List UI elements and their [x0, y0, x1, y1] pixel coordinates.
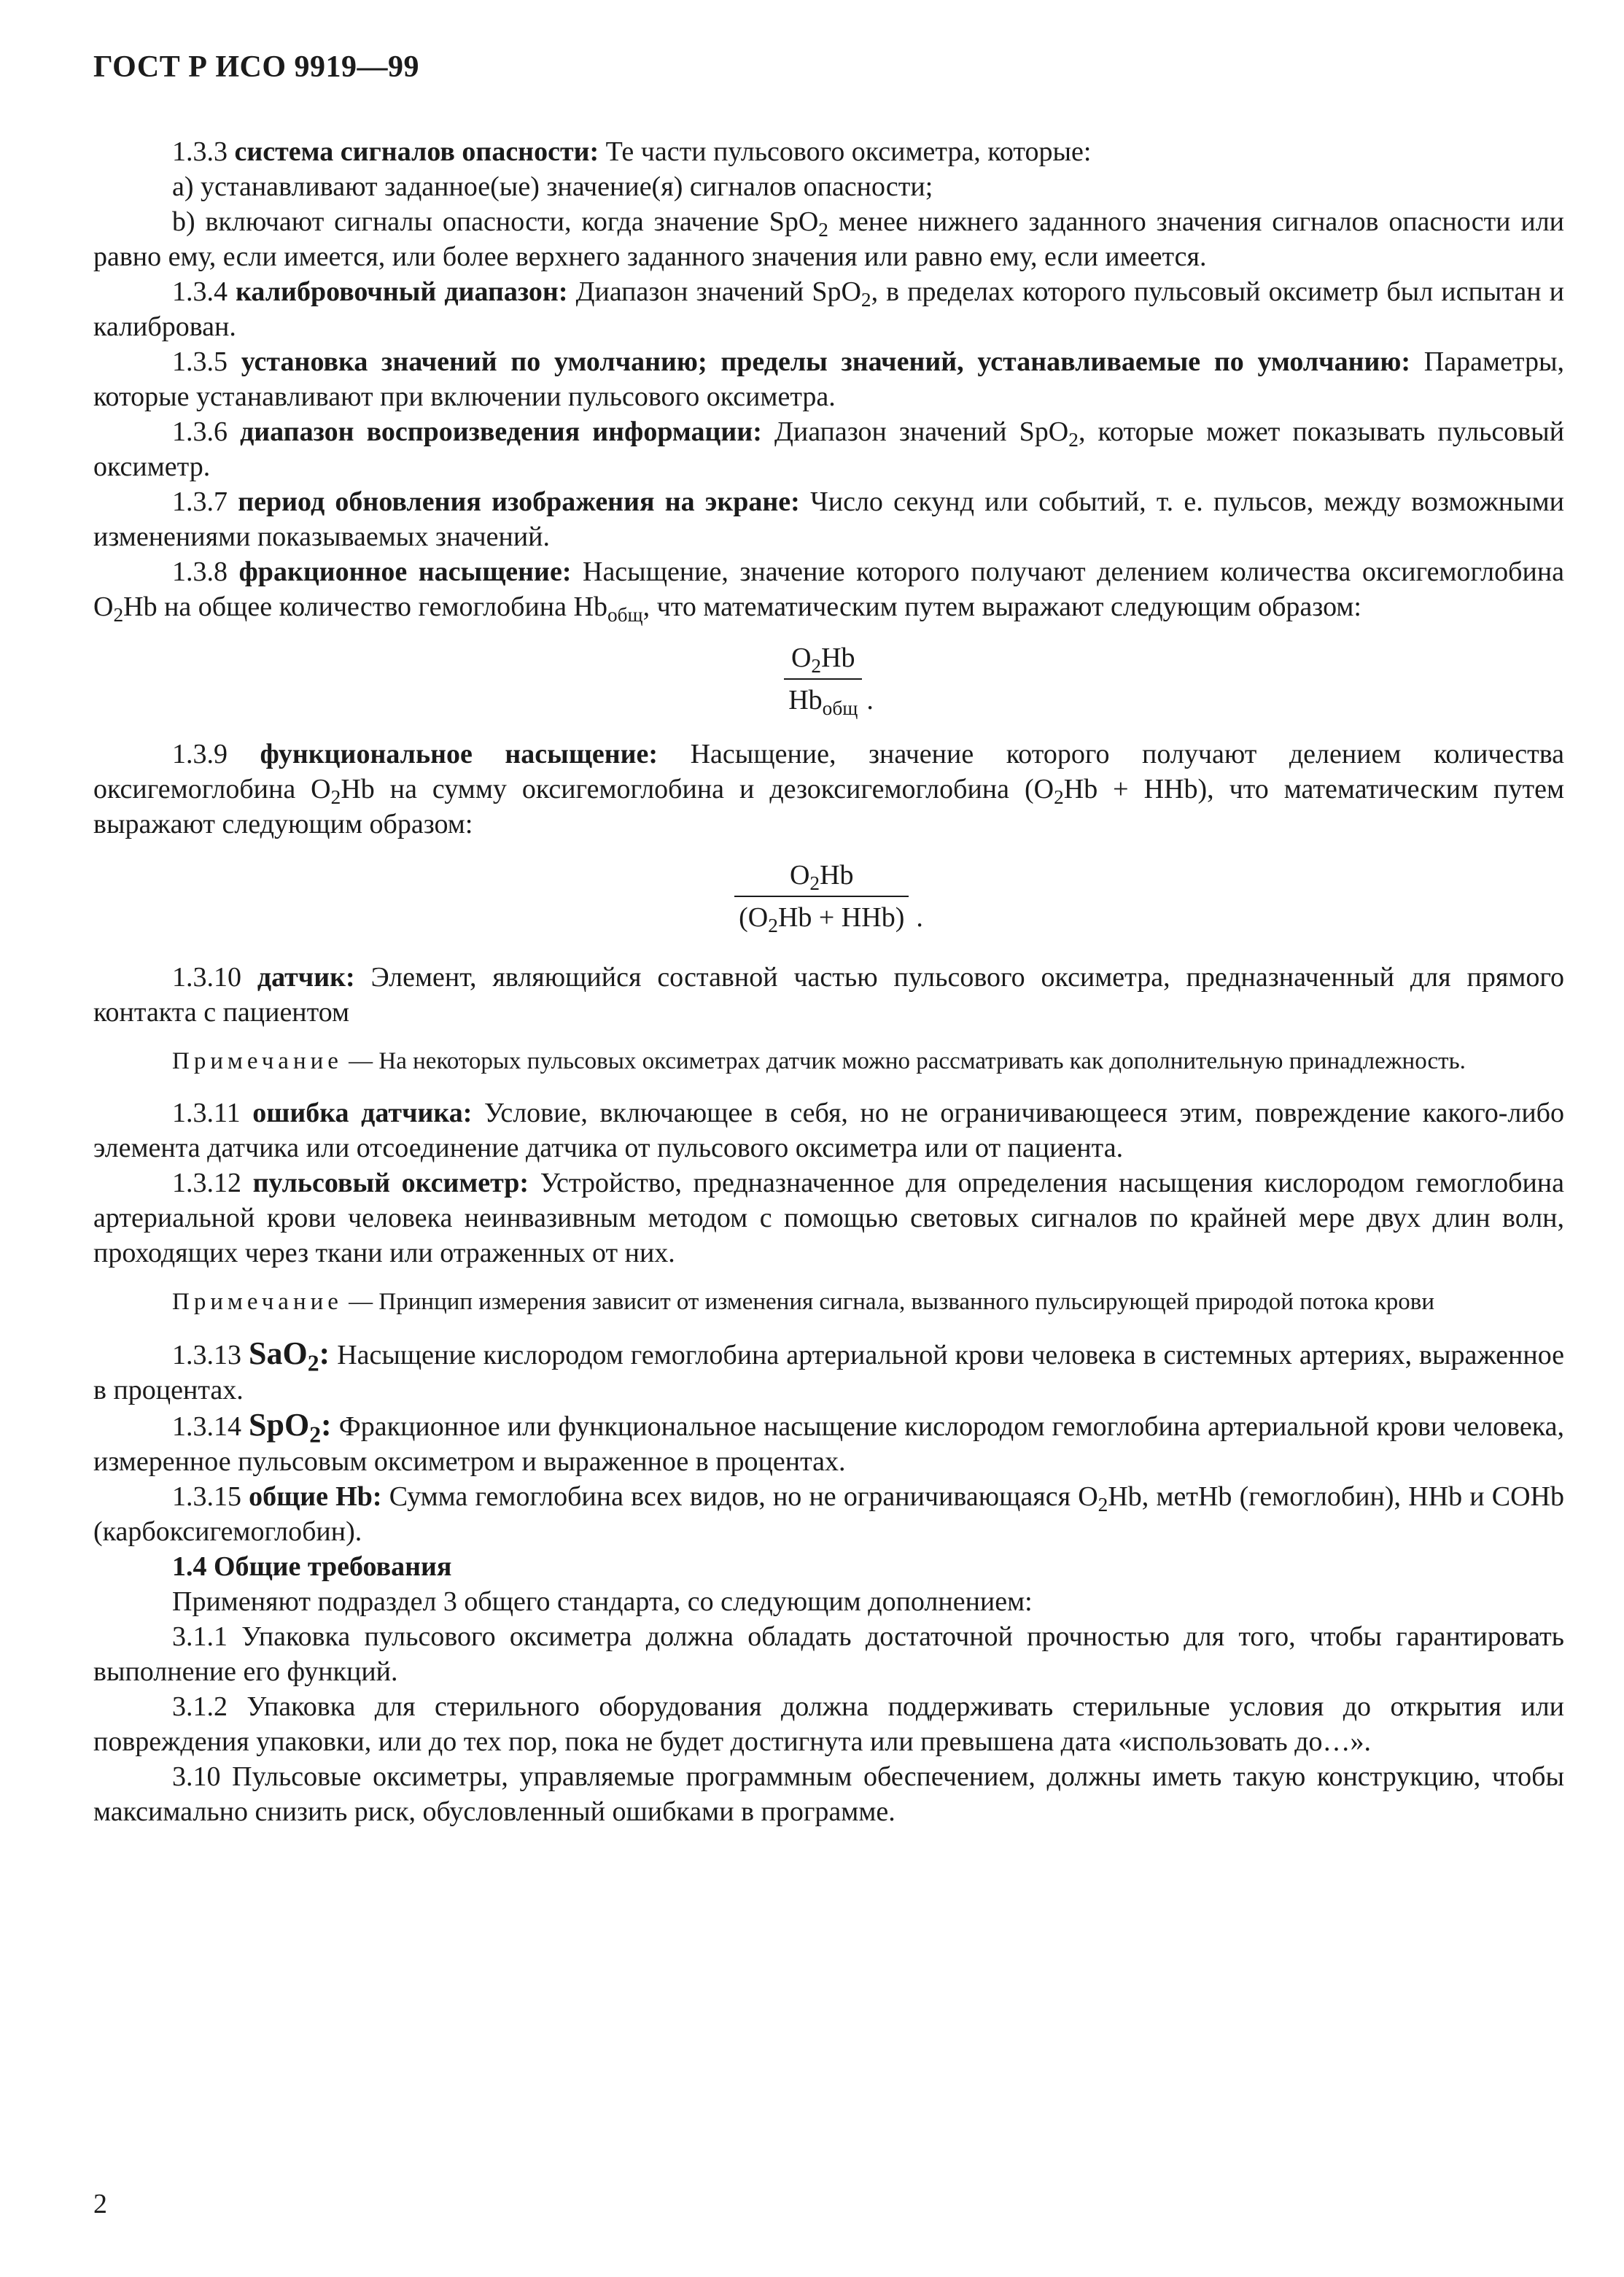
clause-3-1-2: 3.1.2 Упаковка для стерильного оборудования должна поддерживать стерильные условия до открытия или повреждения упаковки, или до тех пор, пока не будет достигнута или превышена дата «использовать до…».: [93, 1691, 1564, 1757]
clause-3-1-1: 3.1.1 Упаковка пульсового оксиметра должна обладать достаточной прочностью для того, чтобы гарантировать выполнение его функций.: [93, 1621, 1565, 1687]
note-label: Примечание: [172, 1289, 343, 1315]
term: датчик:: [257, 962, 355, 993]
formula-denominator: $Hb_{общ}$: [784, 678, 862, 718]
term: фракционное насыщение:: [238, 556, 572, 587]
formula-numerator: $O_2Hb$: [789, 860, 854, 895]
formula-functional-saturation: $\frac{O_2Hb}{(O_2Hb + HHb)}$ .: [93, 858, 1564, 935]
clause-1-3-3: 1.3.3 система сигналов опасности: Те части пульсового оксиметра, которые:: [172, 136, 1092, 167]
clause-1-3-4: 1.3.4 калибровочный диапазон: Диапазон значений SpO$_2$, в пределах которого пульсовый оксиметр был испытан и калиброван.: [93, 276, 1564, 342]
clause-1-3-12: 1.3.12 пульсовый оксиметр: Устройство, предназначенное для определения насыщения кислородом гемоглобина артериальной крови человека неинвазивным методом с помощью световых сигналов по крайней мере двух длин волн, проходящих через ткани или отраженных от них.: [93, 1168, 1565, 1268]
formula-numerator: $O_2Hb$: [790, 643, 855, 678]
term: период обновления изображения на экране:: [238, 486, 800, 517]
clause-1-3-7: 1.3.7 период обновления изображения на экране: Число секунд или событий, т. е. пульсов, между возможными изменениями показываемых значений.: [93, 486, 1565, 552]
section-heading-1-4: 1.4 Общие требования: [172, 1551, 452, 1582]
clause-1-3-3-b: b) включают сигналы опасности, когда значение SpO$_2$ менее нижнего заданного значения сигналов опасности или равно ему, если имеется, или более верхнего заданного значения или равно ему, если имеется.: [93, 206, 1564, 272]
formula-fractional-saturation: $\frac{O_2Hb}{Hb_{общ}}$ .: [93, 640, 1564, 718]
term: общие Hb:: [249, 1481, 382, 1512]
term: диапазон воспроизведения информации:: [240, 416, 762, 447]
term: SpO$_2$:: [249, 1407, 332, 1448]
formula-denominator: $(O_2Hb + HHb)$: [734, 896, 909, 935]
term: система сигналов опасности:: [234, 136, 599, 167]
term: SaO$_2$:: [249, 1335, 330, 1376]
clause-1-3-9: 1.3.9 функциональное насыщение: Насыщение, значение которого получают делением количества оксигемоглобина $O_2Hb$ на сумму оксигемоглобина и дезоксигемоглобина $(O_2Hb + HHb)$, что математическим путем выражают следующим образом:: [93, 739, 1565, 839]
clause-1-3-11: 1.3.11 ошибка датчика: Условие, включающее в себя, но не ограничивающееся этим, повреждение какого-либо элемента датчика или отсоединение датчика от пульсового оксиметра или от пациента.: [93, 1098, 1564, 1163]
term: установка значений по умолчанию; пределы значений, устанавливаемые по умолчанию:: [241, 346, 1411, 377]
clause-1-3-5: 1.3.5 установка значений по умолчанию; пределы значений, устанавливаемые по умолчанию: Параметры, которые устанавливают при включении пульсового оксиметра.: [93, 346, 1564, 412]
term: ошибка датчика:: [252, 1098, 473, 1128]
document-header: ГОСТ Р ИСО 9919—99: [93, 50, 420, 84]
clause-1-3-15: 1.3.15 общие Hb: Сумма гемоглобина всех видов, но не ограничивающаяся $O_2Hb$, метHb (гемоглобин), HHb и COHb (карбоксигемоглобин).: [93, 1481, 1564, 1547]
clause-1-3-13: 1.3.13 SaO$_2$: Насыщение кислородом гемоглобина артериальной крови человека в системных артериях, выраженное в процентах.: [93, 1335, 1565, 1405]
term: калибровочный диапазон:: [236, 276, 568, 307]
clause-1-3-6: 1.3.6 диапазон воспроизведения информации: Диапазон значений SpO$_2$, которые может показывать пульсовый оксиметр.: [93, 416, 1565, 482]
note-sensor: Примечание — На некоторых пульсовых оксиметрах датчик можно рассматривать как дополнительную принадлежность.: [172, 1048, 1466, 1074]
term: функциональное насыщение:: [260, 739, 658, 769]
term: пульсовый оксиметр:: [252, 1168, 529, 1198]
clause-1-3-14: 1.3.14 SpO$_2$: Фракционное или функциональное насыщение кислородом гемоглобина артериальной крови человека, измеренное пульсовым оксиметром и выраженное в процентах.: [93, 1407, 1565, 1477]
clause-1-3-3-a: а) устанавливают заданное(ые) значение(я) сигналов опасности;: [172, 171, 933, 202]
section-1-4-intro: Применяют подраздел 3 общего стандарта, со следующим дополнением:: [172, 1586, 1033, 1617]
clause-3-10: 3.10 Пульсовые оксиметры, управляемые программным обеспечением, должны иметь такую конструкцию, чтобы максимально снизить риск, обусловленный ошибками в программе.: [93, 1761, 1564, 1827]
note-label: Примечание: [172, 1048, 343, 1074]
clause-1-3-10: 1.3.10 датчик: Элемент, являющийся составной частью пульсового оксиметра, предназначенный для прямого контакта с пациентом: [93, 962, 1565, 1028]
clause-1-3-8: 1.3.8 фракционное насыщение: Насыщение, значение которого получают делением количества оксигемоглобина $O_2Hb$ на общее количество гемоглобина $Hb_{общ}$, что математическим путем выражают следующим образом:: [93, 556, 1565, 627]
page-number: 2: [93, 2189, 107, 2219]
note-principle: Примечание — Принцип измерения зависит от изменения сигнала, вызванного пульсирующей природой потока крови: [172, 1289, 1435, 1315]
